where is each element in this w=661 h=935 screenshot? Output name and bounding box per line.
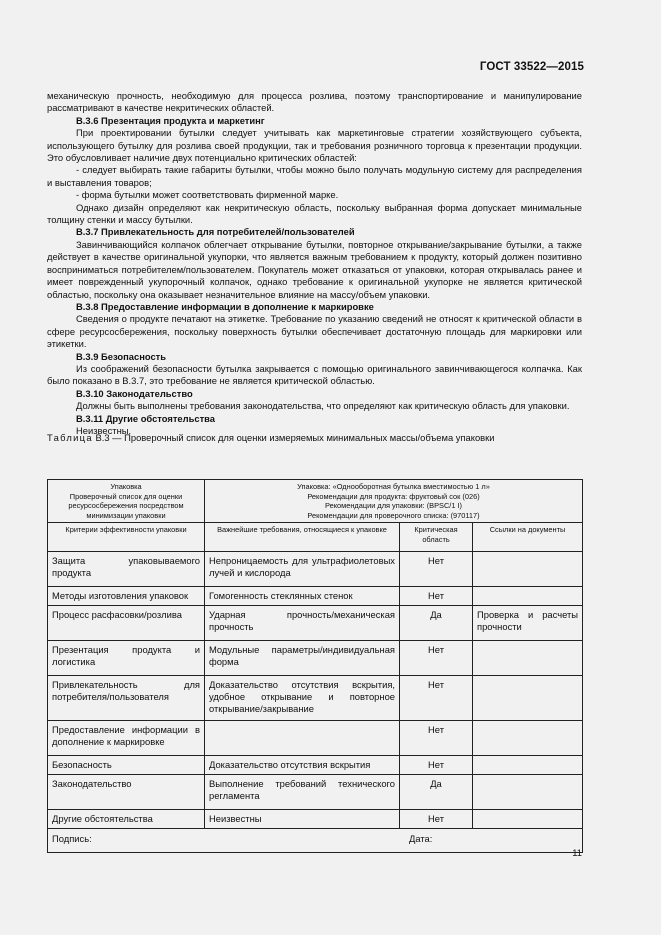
- section-heading: В.3.10 Законодательство: [76, 387, 193, 399]
- table-row: [48, 775, 583, 810]
- checklist-table: [47, 479, 583, 853]
- table-caption-text: В.3 — Проверочный список для оценки измеряемых минимальных массы/объема упаковки: [95, 432, 495, 443]
- requirement-cell: Ударная прочность/механическая прочность: [205, 606, 400, 641]
- refs-cell: [473, 676, 583, 721]
- refs-cell: Проверка и расчеты прочности: [473, 606, 583, 641]
- critical-cell: Нет: [400, 756, 473, 775]
- paragraph: Однако дизайн определяют как некритическую область, поскольку выбранная форма допускает минимальные толщину стенки и массу бутылки.: [47, 201, 582, 226]
- critical-cell: Нет: [400, 721, 473, 756]
- critical-cell: Да: [400, 606, 473, 641]
- paragraph: Должны быть выполнены требования законодательства, что определяют как критическую область для упаковки.: [76, 400, 570, 412]
- section-heading: В.3.7 Привлекательность для потребителей/пользователей: [76, 226, 355, 238]
- bullet-item: - следует выбирать такие габариты бутылки, чтобы можно было получать модульную систему для распределения и выставления товаров;: [47, 164, 582, 188]
- paragraph: Неизвестны.: [76, 424, 132, 436]
- refs-cell: [473, 756, 583, 775]
- table-caption: [47, 432, 607, 444]
- body-text: [47, 90, 582, 437]
- table-row: [48, 676, 583, 721]
- section-heading: В.3.11 Другие обстоятельства: [76, 412, 216, 424]
- table-row: [48, 721, 583, 756]
- section-heading: В.3.8 Предоставление информации в дополнение к маркировке: [76, 300, 374, 312]
- column-header: Важнейшие требования, относящиеся к упаковке: [205, 523, 400, 552]
- signature-label: Подпись:: [52, 833, 92, 845]
- table-row: [48, 756, 583, 775]
- requirement-cell: Выполнение требований технического регламента: [205, 775, 400, 810]
- criterion-cell: Методы изготовления упаковок: [48, 587, 205, 606]
- refs-cell: [473, 721, 583, 756]
- requirement-cell: Гомогенность стеклянных стенок: [205, 587, 400, 606]
- section-heading: В.3.9 Безопасность: [76, 350, 167, 362]
- refs-cell: [473, 587, 583, 606]
- signature-row: [48, 829, 583, 853]
- table-row: [48, 606, 583, 641]
- critical-cell: Нет: [400, 587, 473, 606]
- paragraph: Сведения о продукте печатают на этикетке. Требование по указанию сведений не относят к критической области в сфере ресурсосбережения, поскольку поверхность бутылки обеспечивает достаточную площадь для маркировки или этикетки.: [47, 313, 582, 350]
- critical-cell: Да: [400, 775, 473, 810]
- header-right-cell: Упаковка: «Однооборотная бутылка вместимостью 1 л» Рекомендации для продукта: фруктовый сок (026) Рекомендации для упаковки: (BPSC/1 I) Рекомендации для проверочного списка: (970117): [205, 480, 583, 523]
- refs-cell: [473, 775, 583, 810]
- header-left-cell: Упаковка Проверочный список для оценки ресурсосбережения посредством минимизации упаковки: [48, 480, 205, 523]
- criterion-cell: Законодательство: [48, 775, 205, 810]
- column-header-row: [48, 523, 583, 552]
- criterion-cell: Другие обстоятельства: [48, 810, 205, 829]
- bullet-item: - форма бутылки может соответствовать фирменной марке.: [76, 189, 339, 201]
- criterion-cell: Презентация продукта и логистика: [48, 641, 205, 676]
- critical-cell: Нет: [400, 676, 473, 721]
- date-label: Дата:: [409, 833, 433, 845]
- requirement-cell: Доказательство отсутствия вскрытия, удобное открывание и повторное открывание/закрывание: [205, 676, 400, 721]
- refs-cell: [473, 552, 583, 587]
- paragraph: Из соображений безопасности бутылка закрывается с помощью оригинального завинчивающегося колпачка. Как было показано в В.3.7, это требование не является критической областью.: [47, 362, 582, 387]
- critical-cell: Нет: [400, 552, 473, 587]
- table-caption-label: Таблица: [47, 432, 93, 443]
- criterion-cell: Процесс расфасовки/розлива: [48, 606, 205, 641]
- requirement-cell: [205, 721, 400, 756]
- criterion-cell: Безопасность: [48, 756, 205, 775]
- column-header: Ссылки на документы: [473, 523, 583, 552]
- refs-cell: [473, 641, 583, 676]
- requirement-cell: Модульные параметры/индивидуальная форма: [205, 641, 400, 676]
- standard-number: ГОСТ 33522—2015: [479, 61, 584, 73]
- column-header: Критическая область: [400, 523, 473, 552]
- criterion-cell: Защита упаковываемого продукта: [48, 552, 205, 587]
- table-row: [48, 587, 583, 606]
- refs-cell: [473, 810, 583, 829]
- table-row: [48, 810, 583, 829]
- criterion-cell: Предоставление информации в дополнение к маркировке: [48, 721, 205, 756]
- table-header-row: [48, 480, 583, 523]
- table-row: [48, 641, 583, 676]
- requirement-cell: Доказательство отсутствия вскрытия: [205, 756, 400, 775]
- page-number: 11: [572, 847, 582, 858]
- critical-cell: Нет: [400, 641, 473, 676]
- column-header: Критерии эффективности упаковки: [48, 523, 205, 552]
- paragraph: Завинчивающийся колпачок облегчает открывание бутылки, повторное открывание/закрывание бутылки, а также действует в качестве оригинальной укупорки, что является важным требованием к продукту, который должен позитивно восприниматься потребителем/пользователем. Покупатель может отказаться от упаковки, которая открывалась ранее и имеет поврежденный укупорочный колпачок, однако требование к оригинальной укупорке не является критической областью, поскольку она оказывает незначительное влияние на массу/объем упаковки.: [47, 238, 582, 300]
- requirement-cell: Непроницаемость для ультрафиолетовых лучей и кислорода: [205, 552, 400, 587]
- requirement-cell: Неизвестны: [205, 810, 400, 829]
- intro-paragraph: механическую прочность, необходимую для процесса розлива, поэтому транспортирование и манипулирование рассматривают в качестве некритических областей.: [47, 90, 582, 114]
- paragraph: При проектировании бутылки следует учитывать как маркетинговые стратегии хозяйствующего субъекта, использующего бутылку для розлива своей продукции, так и требования розничного торговца к презентации продукции. Это обусловливает наличие двух потенциально критических областей:: [47, 127, 582, 164]
- section-heading: В.3.6 Презентация продукта и маркетинг: [76, 114, 265, 126]
- critical-cell: Нет: [400, 810, 473, 829]
- table-row: [48, 552, 583, 587]
- criterion-cell: Привлекательность для потребителя/пользователя: [48, 676, 205, 721]
